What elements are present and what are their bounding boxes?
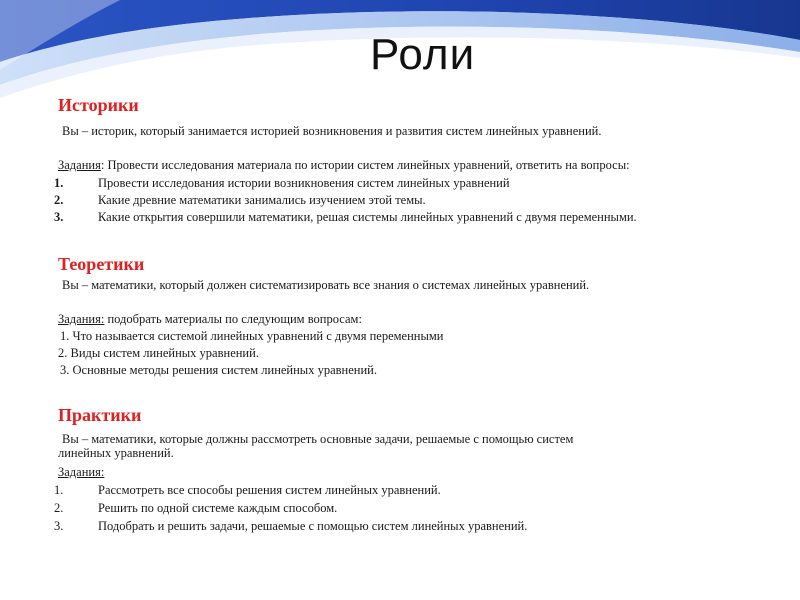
practitioners-item-1-num: 1. bbox=[54, 483, 64, 497]
historians-task-label: Задания bbox=[58, 158, 101, 172]
practitioners-task-label: Задания: bbox=[58, 465, 105, 479]
theorists-item-1: 1. Что называется системой линейных уравнений с двумя переменными bbox=[60, 329, 444, 343]
historians-task-text: : Провести исследования материала по истории систем линейных уравнений, ответить на вопросы: bbox=[100, 158, 630, 172]
historians-intro: Вы – историк, который занимается историей возникновения и развития систем линейных уравнений. bbox=[62, 124, 602, 138]
historians-item-2: Какие древние математики занимались изучением этой темы. bbox=[98, 193, 426, 207]
practitioners-item-3: Подобрать и решить задачи, решаемые с помощью систем линейных уравнений. bbox=[98, 519, 528, 533]
heading-practitioners: Практики bbox=[58, 405, 142, 425]
theorists-task-label: Задания: bbox=[58, 312, 105, 326]
practitioners-intro-line-2: линейных уравнений. bbox=[58, 446, 174, 460]
practitioners-item-2: Решить по одной системе каждым способом. bbox=[98, 501, 338, 515]
heading-theorists: Теоретики bbox=[58, 254, 145, 274]
heading-historians: Историки bbox=[58, 95, 139, 115]
slide-title: Роли bbox=[370, 30, 476, 79]
historians-item-1: Провести исследования истории возникновения систем линейных уравнений bbox=[98, 176, 510, 190]
theorists-intro: Вы – математики, который должен систематизировать все знания о системах линейных уравнений. bbox=[62, 278, 590, 292]
historians-item-3-num: 3. bbox=[54, 210, 64, 224]
practitioners-item-2-num: 2. bbox=[54, 501, 64, 515]
historians-task bbox=[58, 158, 630, 173]
theorists-item-2: 2. Виды систем линейных уравнений. bbox=[58, 346, 259, 360]
practitioners-item-3-num: 3. bbox=[54, 519, 64, 533]
practitioners-item-1: Рассмотреть все способы решения систем линейных уравнений. bbox=[98, 483, 441, 497]
theorists-task-text: подобрать материалы по следующим вопросам: bbox=[104, 312, 362, 326]
theorists-item-3: 3. Основные методы решения систем линейных уравнений. bbox=[60, 363, 377, 377]
historians-item-3: Какие открытия совершили математики, решая системы линейных уравнений с двумя переменными. bbox=[98, 210, 637, 224]
practitioners-intro-line-1: Вы – математики, которые должны рассмотреть основные задачи, решаемые с помощью систем bbox=[62, 432, 574, 446]
theorists-task bbox=[58, 312, 362, 327]
historians-item-1-num: 1. bbox=[54, 176, 64, 190]
historians-item-2-num: 2. bbox=[54, 193, 64, 207]
